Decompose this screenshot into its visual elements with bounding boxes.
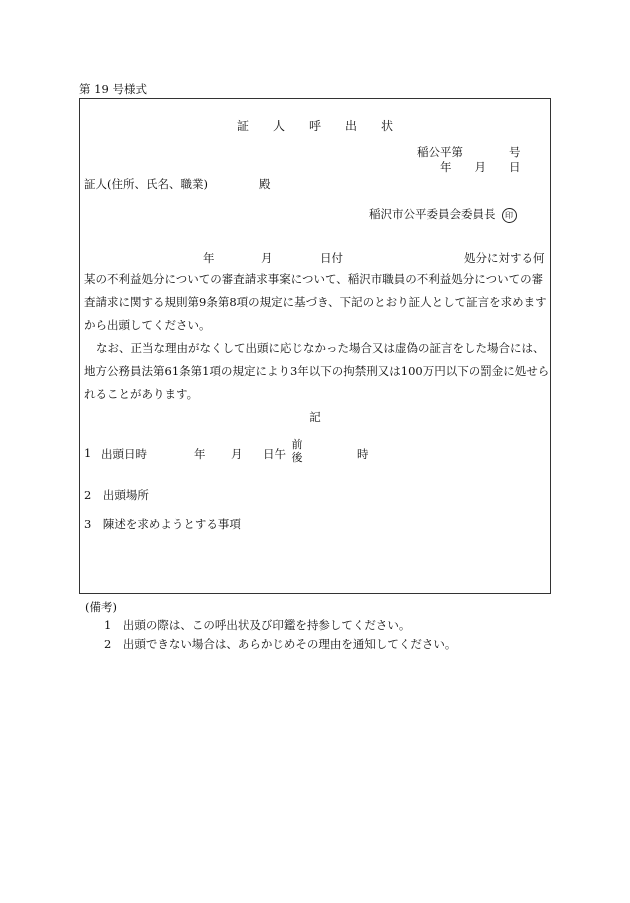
body-line-3: 査請求に関する規則第9条第8項の規定に基づき、下記のとおり証人として証言を求めます [84,295,547,309]
ampm-bottom: 後 [291,451,303,464]
body-line-5: なお、正当な理由がなくして出頭に応じなかった場合又は虚偽の証言をした場合には、 [96,341,545,355]
form-number: 第 19 号様式 [79,82,147,96]
ki-heading: 記 [309,410,321,424]
item2-place: 2 出頭場所 [84,488,149,502]
body-line-7: れることがあります。 [84,387,199,401]
body-line-4: から出頭してください。 [84,318,211,332]
body-line1-end: 処分に対する何 [464,251,545,265]
ampm-stack [290,438,304,464]
item1-day: 日午 [263,447,286,461]
item1-year: 年 [194,447,206,461]
body-line-6: 地方公務員法第61条第1項の規定により3年以下の拘禁刑又は100万円以下の罰金に処せら [84,364,550,378]
item3-matters: 3 陳述を求めようとする事項 [84,517,241,531]
issuer-line [369,206,517,223]
issue-date: 年 月 日 [440,160,521,174]
notes-heading: (備考) [85,600,117,614]
body-date-suffix: 日付 [320,251,343,265]
item1-number: 1 [84,446,92,460]
ampm-top: 前 [291,438,303,451]
note-1: 1 出頭の際は、この呼出状及び印鑑を持参してください。 [104,618,411,632]
body-month: 月 [261,251,273,265]
item1-hour: 時 [357,447,369,461]
honorific: 殿 [259,177,271,191]
item1-month: 月 [231,447,243,461]
reference-number: 稲公平第 号 [417,145,521,159]
page-title: 証 人 呼 出 状 [236,119,393,133]
note-2: 2 出頭できない場合は、あらかじめその理由を通知してください。 [104,637,457,651]
issuer-name: 稲沢市公平委員会委員長 [369,207,496,221]
seal-mark: 印 [502,208,517,223]
item1-label: 出頭日時 [101,447,147,461]
body-line-2: 某の不利益処分についての審査請求事案について、稲沢市職員の不利益処分についての審 [84,272,544,286]
recipient-label: 証人(住所、氏名、職業) [84,177,208,191]
body-year: 年 [203,251,215,265]
